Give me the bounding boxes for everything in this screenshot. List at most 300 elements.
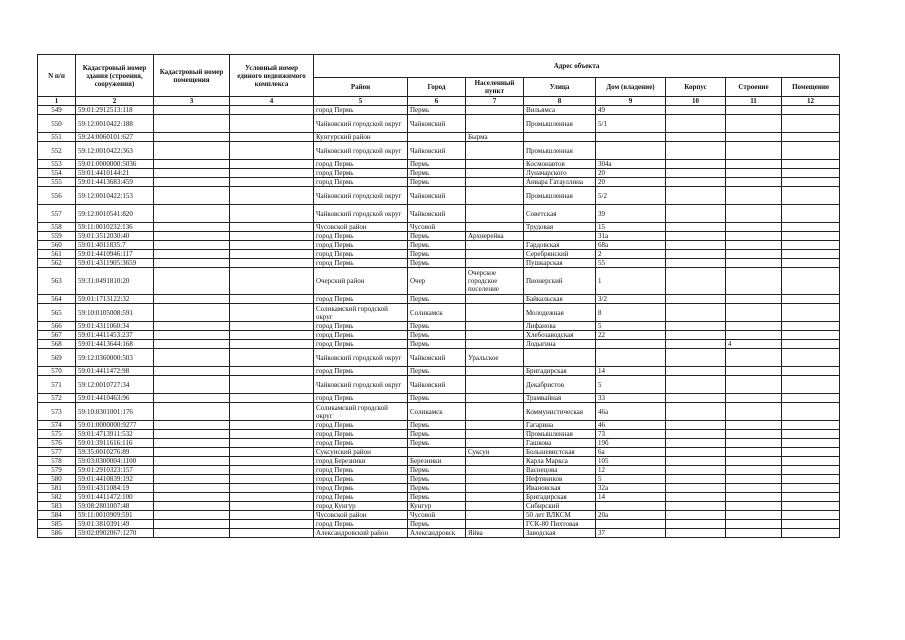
cell-city: Чайковский bbox=[408, 349, 466, 367]
cell-building bbox=[666, 520, 726, 529]
cell-settlement bbox=[466, 304, 524, 322]
cell-conditional-number bbox=[230, 115, 314, 133]
cell-num: 561 bbox=[38, 250, 76, 259]
cell-settlement bbox=[466, 394, 524, 403]
cell-cadastral-room bbox=[154, 331, 230, 340]
header-district: Район bbox=[314, 78, 408, 97]
cell-district: город Пермь bbox=[314, 169, 408, 178]
cell-street: Нефтяников bbox=[524, 475, 596, 484]
cell-house: 46 bbox=[596, 421, 666, 430]
cell-conditional-number bbox=[230, 466, 314, 475]
cell-district: город Пермь bbox=[314, 394, 408, 403]
cell-num: 563 bbox=[38, 268, 76, 295]
cell-room bbox=[782, 232, 840, 241]
cell-settlement bbox=[466, 376, 524, 394]
table-row bbox=[38, 115, 840, 133]
cell-district: город Пермь bbox=[314, 295, 408, 304]
cell-district: Чайковский городской округ bbox=[314, 349, 408, 367]
cell-district: город Пермь bbox=[314, 484, 408, 493]
cell-building bbox=[666, 439, 726, 448]
cell-building bbox=[666, 502, 726, 511]
column-number: 2 bbox=[76, 97, 154, 106]
cell-room bbox=[782, 160, 840, 169]
header-conditional-number: Условный номер единого недвижимого комплекса bbox=[230, 55, 314, 97]
cell-cadastral-building: 59:01:4410144:21 bbox=[76, 169, 154, 178]
cell-cadastral-building: 59:01:4413644:168 bbox=[76, 340, 154, 349]
column-number: 7 bbox=[466, 97, 524, 106]
cell-city: Александровск bbox=[408, 529, 466, 538]
cell-num: 570 bbox=[38, 367, 76, 376]
header-address: Адрес объекта bbox=[314, 55, 840, 78]
cell-structure bbox=[726, 421, 782, 430]
cell-conditional-number bbox=[230, 187, 314, 205]
header-cadastral-room: Кадастровый номер помещения bbox=[154, 55, 230, 97]
cell-conditional-number bbox=[230, 160, 314, 169]
cell-house: 1 bbox=[596, 268, 666, 295]
cell-house: 20а bbox=[596, 511, 666, 520]
cell-cadastral-building: 59:01:4311084:19 bbox=[76, 484, 154, 493]
table-row bbox=[38, 394, 840, 403]
cell-settlement bbox=[466, 340, 524, 349]
cell-structure bbox=[726, 349, 782, 367]
cell-structure bbox=[726, 232, 782, 241]
cell-structure bbox=[726, 160, 782, 169]
cell-building bbox=[666, 250, 726, 259]
cell-house bbox=[596, 502, 666, 511]
cell-cadastral-building: 59:24:0060101:627 bbox=[76, 133, 154, 142]
cell-house: 5 bbox=[596, 322, 666, 331]
cell-settlement: Бырма bbox=[466, 133, 524, 142]
cell-num: 562 bbox=[38, 259, 76, 268]
table-row bbox=[38, 304, 840, 322]
cell-settlement: Архиерейка bbox=[466, 232, 524, 241]
cell-conditional-number bbox=[230, 223, 314, 232]
cell-room bbox=[782, 394, 840, 403]
cell-cadastral-room bbox=[154, 169, 230, 178]
table-row bbox=[38, 295, 840, 304]
cell-settlement: Суксун bbox=[466, 448, 524, 457]
cell-city: Очер bbox=[408, 268, 466, 295]
cell-city: Пермь bbox=[408, 466, 466, 475]
cell-structure bbox=[726, 187, 782, 205]
cell-cadastral-room bbox=[154, 511, 230, 520]
cell-district: город Пермь bbox=[314, 466, 408, 475]
cell-house: 20 bbox=[596, 178, 666, 187]
cell-cadastral-room bbox=[154, 241, 230, 250]
cell-settlement bbox=[466, 106, 524, 115]
cell-structure bbox=[726, 520, 782, 529]
cell-num: 578 bbox=[38, 457, 76, 466]
cell-district: Чайковский городской округ bbox=[314, 187, 408, 205]
cell-cadastral-room bbox=[154, 502, 230, 511]
cell-building bbox=[666, 457, 726, 466]
table-row bbox=[38, 403, 840, 421]
cell-city: Пермь bbox=[408, 430, 466, 439]
cell-district: Чайковский городской округ bbox=[314, 142, 408, 160]
table-row bbox=[38, 178, 840, 187]
cell-structure bbox=[726, 304, 782, 322]
cell-settlement bbox=[466, 187, 524, 205]
cell-cadastral-room bbox=[154, 493, 230, 502]
cell-structure bbox=[726, 241, 782, 250]
cell-district: город Пермь bbox=[314, 520, 408, 529]
cell-street: Луначарского bbox=[524, 169, 596, 178]
cell-settlement bbox=[466, 430, 524, 439]
cell-structure bbox=[726, 322, 782, 331]
cell-cadastral-building: 59:08:2801007:48 bbox=[76, 502, 154, 511]
table-row bbox=[38, 106, 840, 115]
cell-district: Чайковский городской округ bbox=[314, 376, 408, 394]
cell-district: Суксунский район bbox=[314, 448, 408, 457]
cell-settlement bbox=[466, 475, 524, 484]
cell-city: Пермь bbox=[408, 331, 466, 340]
cell-cadastral-room bbox=[154, 232, 230, 241]
cell-settlement: Очерское городское поселение bbox=[466, 268, 524, 295]
cell-num: 580 bbox=[38, 475, 76, 484]
cell-district: Чусовской район bbox=[314, 223, 408, 232]
cell-num: 556 bbox=[38, 187, 76, 205]
cell-house: 32а bbox=[596, 484, 666, 493]
cell-conditional-number bbox=[230, 421, 314, 430]
cell-street bbox=[524, 232, 596, 241]
cell-house: 2 bbox=[596, 250, 666, 259]
cell-settlement bbox=[466, 484, 524, 493]
cell-street: Коммунистическая bbox=[524, 403, 596, 421]
cell-district: город Пермь bbox=[314, 493, 408, 502]
cell-building bbox=[666, 142, 726, 160]
cell-settlement bbox=[466, 259, 524, 268]
table-row bbox=[38, 160, 840, 169]
cell-room bbox=[782, 178, 840, 187]
cell-building bbox=[666, 403, 726, 421]
header-house: Дом (владение) bbox=[596, 78, 666, 97]
cell-conditional-number bbox=[230, 511, 314, 520]
cell-room bbox=[782, 304, 840, 322]
cell-structure bbox=[726, 430, 782, 439]
cell-cadastral-room bbox=[154, 457, 230, 466]
cell-room bbox=[782, 448, 840, 457]
cell-street: Лодыгина bbox=[524, 340, 596, 349]
cell-house: 49 bbox=[596, 106, 666, 115]
cell-structure bbox=[726, 484, 782, 493]
cell-cadastral-room bbox=[154, 367, 230, 376]
cell-city: Соликамск bbox=[408, 403, 466, 421]
cell-city: Пермь bbox=[408, 160, 466, 169]
column-number: 11 bbox=[726, 97, 782, 106]
header-room: Помещение bbox=[782, 78, 840, 97]
cell-num: 566 bbox=[38, 322, 76, 331]
cell-city: Чайковский bbox=[408, 376, 466, 394]
column-number: 6 bbox=[408, 97, 466, 106]
cell-conditional-number bbox=[230, 169, 314, 178]
cell-street: Декабристов bbox=[524, 376, 596, 394]
cell-street: Анвара Гатауллина bbox=[524, 178, 596, 187]
cell-cadastral-building: 59:01:0000000:9277 bbox=[76, 421, 154, 430]
cell-structure bbox=[726, 475, 782, 484]
cell-structure bbox=[726, 268, 782, 295]
cell-room bbox=[782, 403, 840, 421]
table-row bbox=[38, 322, 840, 331]
cell-house: 12 bbox=[596, 466, 666, 475]
cell-house: 46а bbox=[596, 403, 666, 421]
cell-house: 31а bbox=[596, 232, 666, 241]
cell-conditional-number bbox=[230, 457, 314, 466]
cell-room bbox=[782, 223, 840, 232]
cell-cadastral-building: 59:01:2912513:118 bbox=[76, 106, 154, 115]
cell-room bbox=[782, 295, 840, 304]
cell-city: Чусовой bbox=[408, 223, 466, 232]
cell-settlement bbox=[466, 502, 524, 511]
table-row bbox=[38, 223, 840, 232]
cell-structure bbox=[726, 466, 782, 475]
cell-house: 73 bbox=[596, 430, 666, 439]
cell-num: 558 bbox=[38, 223, 76, 232]
table-row bbox=[38, 241, 840, 250]
cell-district: город Пермь bbox=[314, 421, 408, 430]
cell-building bbox=[666, 268, 726, 295]
cell-settlement bbox=[466, 115, 524, 133]
cell-street: Промышленная bbox=[524, 430, 596, 439]
table-row bbox=[38, 439, 840, 448]
cell-num: 552 bbox=[38, 142, 76, 160]
table-row bbox=[38, 268, 840, 295]
cell-conditional-number bbox=[230, 322, 314, 331]
cell-structure bbox=[726, 115, 782, 133]
cell-num: 577 bbox=[38, 448, 76, 457]
cell-cadastral-building: 59:02:0902067:1270 bbox=[76, 529, 154, 538]
cell-num: 555 bbox=[38, 178, 76, 187]
cell-structure bbox=[726, 439, 782, 448]
cell-street: Сибирский bbox=[524, 502, 596, 511]
cell-cadastral-room bbox=[154, 403, 230, 421]
cell-cadastral-building: 59:12:0010422:188 bbox=[76, 115, 154, 133]
cell-num: 573 bbox=[38, 403, 76, 421]
cell-building bbox=[666, 160, 726, 169]
cell-street: Промышленная bbox=[524, 142, 596, 160]
registry-table bbox=[37, 54, 840, 538]
cell-room bbox=[782, 241, 840, 250]
cell-city: Пермь bbox=[408, 259, 466, 268]
cell-cadastral-building: 59:01:3810391:49 bbox=[76, 520, 154, 529]
cell-num: 557 bbox=[38, 205, 76, 223]
cell-city: Пермь bbox=[408, 169, 466, 178]
cell-cadastral-building: 59:10:0105008:591 bbox=[76, 304, 154, 322]
cell-house: 5/2 bbox=[596, 187, 666, 205]
cell-conditional-number bbox=[230, 295, 314, 304]
cell-conditional-number bbox=[230, 439, 314, 448]
cell-building bbox=[666, 511, 726, 520]
cell-conditional-number bbox=[230, 268, 314, 295]
table-row bbox=[38, 529, 840, 538]
cell-cadastral-room bbox=[154, 133, 230, 142]
cell-district: город Пермь bbox=[314, 367, 408, 376]
cell-cadastral-building: 59:01:4410946:117 bbox=[76, 250, 154, 259]
cell-num: 583 bbox=[38, 502, 76, 511]
cell-conditional-number bbox=[230, 259, 314, 268]
cell-cadastral-building: 59:01:4713911:532 bbox=[76, 430, 154, 439]
cell-building bbox=[666, 205, 726, 223]
cell-city: Пермь bbox=[408, 340, 466, 349]
cell-district: город Пермь bbox=[314, 331, 408, 340]
cell-room bbox=[782, 349, 840, 367]
cell-district: город Кунгур bbox=[314, 502, 408, 511]
cell-street: 50 лет ВЛКСМ bbox=[524, 511, 596, 520]
cell-cadastral-room bbox=[154, 394, 230, 403]
cell-cadastral-room bbox=[154, 430, 230, 439]
cell-num: 585 bbox=[38, 520, 76, 529]
cell-conditional-number bbox=[230, 394, 314, 403]
cell-structure bbox=[726, 331, 782, 340]
table-row bbox=[38, 421, 840, 430]
table-row bbox=[38, 457, 840, 466]
cell-district: город Пермь bbox=[314, 178, 408, 187]
cell-street: Вильямса bbox=[524, 106, 596, 115]
cell-city: Чайковский bbox=[408, 142, 466, 160]
cell-building bbox=[666, 331, 726, 340]
cell-room bbox=[782, 466, 840, 475]
cell-building bbox=[666, 106, 726, 115]
cell-structure bbox=[726, 529, 782, 538]
cell-settlement bbox=[466, 250, 524, 259]
column-number: 10 bbox=[666, 97, 726, 106]
cell-num: 565 bbox=[38, 304, 76, 322]
cell-cadastral-building: 59:12:0010422:363 bbox=[76, 142, 154, 160]
cell-building bbox=[666, 187, 726, 205]
cell-house: 33 bbox=[596, 394, 666, 403]
cell-cadastral-building: 59:01:4411472:100 bbox=[76, 493, 154, 502]
column-number: 1 bbox=[38, 97, 76, 106]
cell-room bbox=[782, 142, 840, 160]
cell-district: город Пермь bbox=[314, 241, 408, 250]
table-row bbox=[38, 520, 840, 529]
cell-district: Соликамский городской округ bbox=[314, 304, 408, 322]
cell-settlement bbox=[466, 142, 524, 160]
cell-room bbox=[782, 367, 840, 376]
table-row bbox=[38, 133, 840, 142]
cell-city: Чайковский bbox=[408, 205, 466, 223]
cell-building bbox=[666, 493, 726, 502]
cell-num: 564 bbox=[38, 295, 76, 304]
cell-room bbox=[782, 520, 840, 529]
cell-cadastral-building: 59:10:0301001:176 bbox=[76, 403, 154, 421]
cell-conditional-number bbox=[230, 448, 314, 457]
cell-conditional-number bbox=[230, 430, 314, 439]
cell-cadastral-room bbox=[154, 304, 230, 322]
cell-cadastral-building: 59:01:2910323:157 bbox=[76, 466, 154, 475]
header-structure: Строение bbox=[726, 78, 782, 97]
cell-conditional-number bbox=[230, 133, 314, 142]
cell-room bbox=[782, 259, 840, 268]
cell-settlement bbox=[466, 169, 524, 178]
cell-building bbox=[666, 394, 726, 403]
cell-room bbox=[782, 133, 840, 142]
cell-street: Большевистская bbox=[524, 448, 596, 457]
cell-cadastral-building: 59:01:4011835:7 bbox=[76, 241, 154, 250]
cell-district: город Пермь bbox=[314, 250, 408, 259]
cell-cadastral-room bbox=[154, 466, 230, 475]
cell-building bbox=[666, 223, 726, 232]
cell-house: 19б bbox=[596, 439, 666, 448]
cell-num: 554 bbox=[38, 169, 76, 178]
cell-building bbox=[666, 259, 726, 268]
cell-structure bbox=[726, 169, 782, 178]
cell-building bbox=[666, 133, 726, 142]
cell-building bbox=[666, 340, 726, 349]
cell-num: 568 bbox=[38, 340, 76, 349]
cell-cadastral-room bbox=[154, 142, 230, 160]
column-number: 8 bbox=[524, 97, 596, 106]
cell-structure bbox=[726, 205, 782, 223]
cell-conditional-number bbox=[230, 331, 314, 340]
cell-street: Трудовая bbox=[524, 223, 596, 232]
cell-conditional-number bbox=[230, 475, 314, 484]
cell-building bbox=[666, 448, 726, 457]
cell-street: Промышленная bbox=[524, 115, 596, 133]
cell-cadastral-building: 59:12:0010422:153 bbox=[76, 187, 154, 205]
cell-num: 579 bbox=[38, 466, 76, 475]
cell-street bbox=[524, 349, 596, 367]
cell-house bbox=[596, 340, 666, 349]
cell-street: Гагарина bbox=[524, 421, 596, 430]
cell-cadastral-room bbox=[154, 250, 230, 259]
cell-house: 68а bbox=[596, 241, 666, 250]
cell-cadastral-room bbox=[154, 439, 230, 448]
cell-settlement bbox=[466, 331, 524, 340]
cell-street: Васнецова bbox=[524, 466, 596, 475]
cell-room bbox=[782, 475, 840, 484]
cell-district: Кунгурский район bbox=[314, 133, 408, 142]
cell-conditional-number bbox=[230, 142, 314, 160]
cell-conditional-number bbox=[230, 376, 314, 394]
cell-structure bbox=[726, 457, 782, 466]
cell-street bbox=[524, 133, 596, 142]
cell-building bbox=[666, 178, 726, 187]
cell-room bbox=[782, 529, 840, 538]
cell-settlement bbox=[466, 295, 524, 304]
cell-cadastral-building: 59:03:0300004:1100 bbox=[76, 457, 154, 466]
cell-conditional-number bbox=[230, 520, 314, 529]
cell-district: Чусовской район bbox=[314, 511, 408, 520]
cell-num: 559 bbox=[38, 232, 76, 241]
cell-city: Березники bbox=[408, 457, 466, 466]
cell-city: Пермь bbox=[408, 232, 466, 241]
cell-city: Пермь bbox=[408, 520, 466, 529]
table-row bbox=[38, 367, 840, 376]
cell-street: Лифанова bbox=[524, 322, 596, 331]
cell-structure bbox=[726, 259, 782, 268]
cell-city: Чайковский bbox=[408, 115, 466, 133]
cell-building bbox=[666, 466, 726, 475]
cell-district: город Пермь bbox=[314, 259, 408, 268]
cell-num: 572 bbox=[38, 394, 76, 403]
table-row bbox=[38, 430, 840, 439]
column-number: 5 bbox=[314, 97, 408, 106]
cell-structure bbox=[726, 295, 782, 304]
cell-room bbox=[782, 106, 840, 115]
cell-street: Советская bbox=[524, 205, 596, 223]
cell-room bbox=[782, 169, 840, 178]
cell-district: Соликамский городской округ bbox=[314, 403, 408, 421]
cell-street: Молодежная bbox=[524, 304, 596, 322]
cell-building bbox=[666, 421, 726, 430]
header-settlement: Населенный пункт bbox=[466, 78, 524, 97]
cell-city: Кунгур bbox=[408, 502, 466, 511]
cell-settlement bbox=[466, 421, 524, 430]
cell-street: Карла Маркса bbox=[524, 457, 596, 466]
cell-city: Соликамск bbox=[408, 304, 466, 322]
cell-city: Пермь bbox=[408, 241, 466, 250]
cell-building bbox=[666, 529, 726, 538]
